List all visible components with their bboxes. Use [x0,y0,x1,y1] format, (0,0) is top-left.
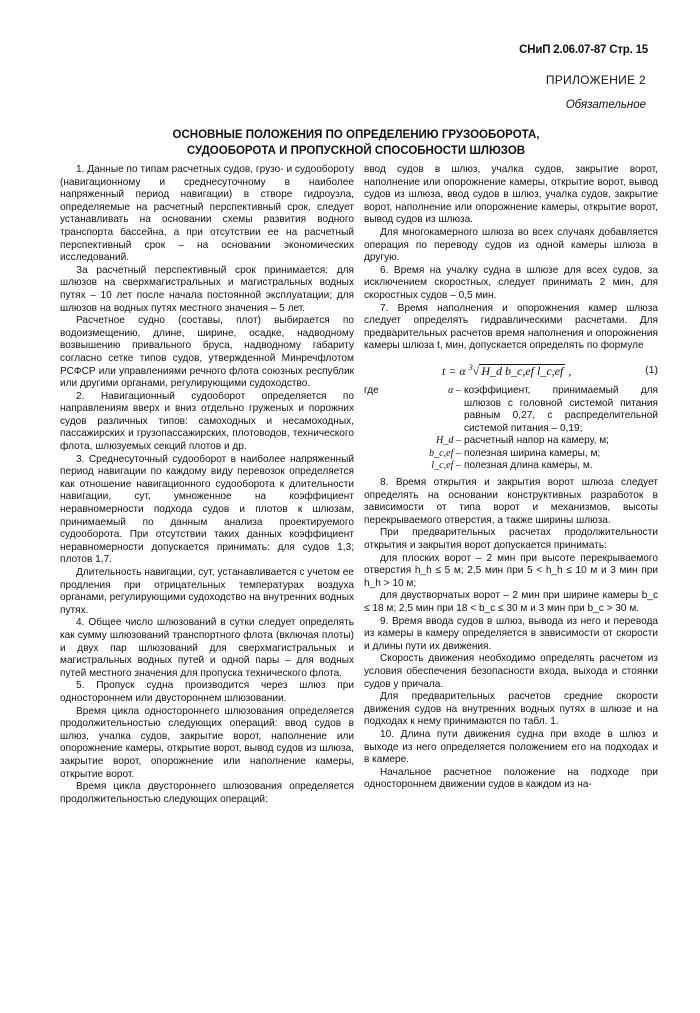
paragraph: Расчетное судно (составы, плот) выбирается по водоизмещению, длине, ширине, осадке, надводному возвышению привального бруса, надводному габариту согласно сетке типов судов, утвержденной Минречфлотом РСФСР или управлениями речного флота союзных республик или другими органами, регулирующими судоходство. [60,315,354,390]
left-column [60,164,354,806]
paragraph: 2. Навигационный судооборот определяется по направлениям вверх и вниз отдельно груженых и порожних судов различных типов: самоходных и несамоходных, пассажирских и грузопассажирских, плотоводов, технического флота, шлюзуемых секций плотов и др. [60,390,354,453]
paragraph: 10. Длина пути движения судна при входе в шлюз и выходе из него определяется положением его на подходах и в камере. [364,728,658,766]
paragraph: 9. Время ввода судов в шлюз, вывода из него и перевода из камеры в камеру определяется в зависимости от скорости и длины пути их движения. [364,615,658,652]
where-keyword: где [364,384,379,396]
paragraph: для двустворчатых ворот – 2 мин при ширине камеры b_c ≤ 18 м; 2,5 мин при 18 < b_c ≤ 30 м и 3 мин при b_c > 30 м. [364,590,658,614]
paragraph: Время цикла одностороннего шлюзования определяется продолжительностью следующих операций: ввод судов в шлюз, учалка судов, закрытие ворот, наполнение или опорожнение камеры, открытие ворот, вывод судов из шлюза, закрытие ворот, опорожнение или наполнение камеры, открытие ворот. [60,705,354,780]
paragraph: Для предварительных расчетов средние скорости движения судов на внутренних водных путях в шлюзе и на подходах к нему принимаются по табл. 1. [364,691,658,728]
paragraph: Начальное расчетное положение на подходе при одностороннем движении судов в каждом из на- [364,766,658,791]
paragraph: 3. Среднесуточный судооборот в наиболее напряженный период навигации по каждому виду перевозок определяется как отношение навигационного судооборота к длительности навигации, сут, умноженное на коэффициент неравномерности подхода судов и плотов к шлюзам, принимаемый по данным анализа проектируемого судооборота. При отсутствии таких данных коэффициент неравномерности допускается принимать: для судов 1,3; плотов 1,7. [60,453,354,566]
status-label: Обязательное [565,99,646,111]
paragraph: 8. Время открытия и закрытия ворот шлюза следует определять на основании конструктивных разработок в зависимости от типа ворот и механизмов, высоты перекрываемого отверстия, а также ширины шлюза. [364,477,658,526]
title-line-1: ОСНОВНЫЕ ПОЛОЖЕНИЯ ПО ОПРЕДЕЛЕНИЮ ГРУЗООБОРОТА, [172,129,540,141]
page-title [60,127,652,159]
where-block [364,385,658,473]
paragraph: За расчетный перспективный срок принимается: для шлюзов на сверхмагистральных и магистральных водных путях – 10 лет после начала постоянной эксплуатации; для шлюзов на водных путях местного значения – 5 лет. [60,264,354,314]
formula-lhs: t = α [442,364,469,379]
where-symbol: H_d – [436,435,461,447]
where-symbol: l_c,ef – [431,460,461,472]
paragraph: Длительность навигации, сут, устанавливается с учетом ее продления при отрицательных температурах воздуха органами, регулирующими судоходство на внутренних водных путях. [60,567,354,616]
paragraph: 6. Время на учалку судна в шлюзе для всех судов, за исключением скоростных, следует принимать 2 мин, для скоростных судов – 0,5 мин. [364,264,658,301]
formula-expression: t = α $^3$√ H_d b_c,ef l_c,ef , [442,363,572,379]
paragraph: 4. Общее число шлюзований в сутки следует определять как сумму шлюзований транспортного флота (включая плоты) и двух пар шлюзований для сверхмагистральных и магистральных водных путей и одной пары – для водных путей местного значения для пропуска технического флота. [60,617,354,679]
formula-1 [364,357,658,383]
paragraph: Для многокамерного шлюза во всех случаях добавляется операция по переводу судов из одной камеры шлюза в другую. [364,226,658,264]
formula-root-index: 3 [468,363,473,373]
paragraph: Скорость движения необходимо определять расчетом из условия обеспечения безопасности входа, выхода и стоянки судов у причала. [364,653,658,690]
paragraph: Время цикла двустороннего шлюзования определяется продолжительностью следующих операций: [60,781,354,805]
formula-radicand: H_d b_c,ef l_c,ef [481,364,564,379]
where-description: полезная длина камеры, м. [464,460,593,472]
where-symbol: b_c,ef – [429,447,461,459]
appendix-label: ПРИЛОЖЕНИЕ 2 [545,73,646,87]
paragraph: При предварительных расчетах продолжительности открытия и закрытия ворот допускается принимать: [364,527,658,552]
paragraph: 1. Данные по типам расчетных судов, грузо- и судообороту (навигационному и среднесуточному в наиболее напряженный период навигации) в створе гидроузла, определяемые на расчетный перспективный срок, следует устанавливать на основании схемы развития водного транспорта бассейна, а при отсутствии ее на расчетный перспективный срок – на основании экономических исследований. [60,164,354,264]
where-description: коэффициент, принимаемый для шлюзов с головной системой питания равным 0,27, с распределительной системой питания – 0,19; [464,384,658,434]
where-description: полезная ширина камеры, м; [464,447,601,459]
paragraph: для плоских ворот – 2 мин при высоте перекрываемого отверстия h_h ≤ 5 м; 2,5 мин при 5 < h_h ≤ 10 м и 3 мин при h_h > 10 м; [364,552,658,589]
formula-number: (1) [645,363,658,376]
where-symbol: α – [448,384,461,396]
formula-tail: , [565,364,572,379]
paragraph: 7. Время наполнения и опорожнения камер шлюза следует определять гидравлическими расчетами. Для предварительных расчетов время наполнения и опорожнения камеры шлюза t, мин, допускается определять по формуле [364,302,658,352]
paragraph: 5. Пропуск судна производится через шлюз при одностороннем или двустороннем шлюзовании. [60,680,354,704]
paragraph: ввод судов в шлюз, учалка судов, закрытие ворот, наполнение или опорожнение камеры, открытие ворот, вывод судов из шлюза, ввод судов в шлюз, учалка судов, закрытие ворот, наполнение или опорожнение камеры, открытие ворот, вывод судов из шлюза. [364,164,658,226]
running-head: СНиП 2.06.07-87 Стр. 15 [519,44,648,56]
title-line-2: СУДООБОРОТА И ПРОПУСКНОЙ СПОСОБНОСТИ ШЛЮЗОВ [186,145,526,157]
right-column [364,164,658,792]
where-description: расчетный напор на камеру, м; [464,435,609,447]
